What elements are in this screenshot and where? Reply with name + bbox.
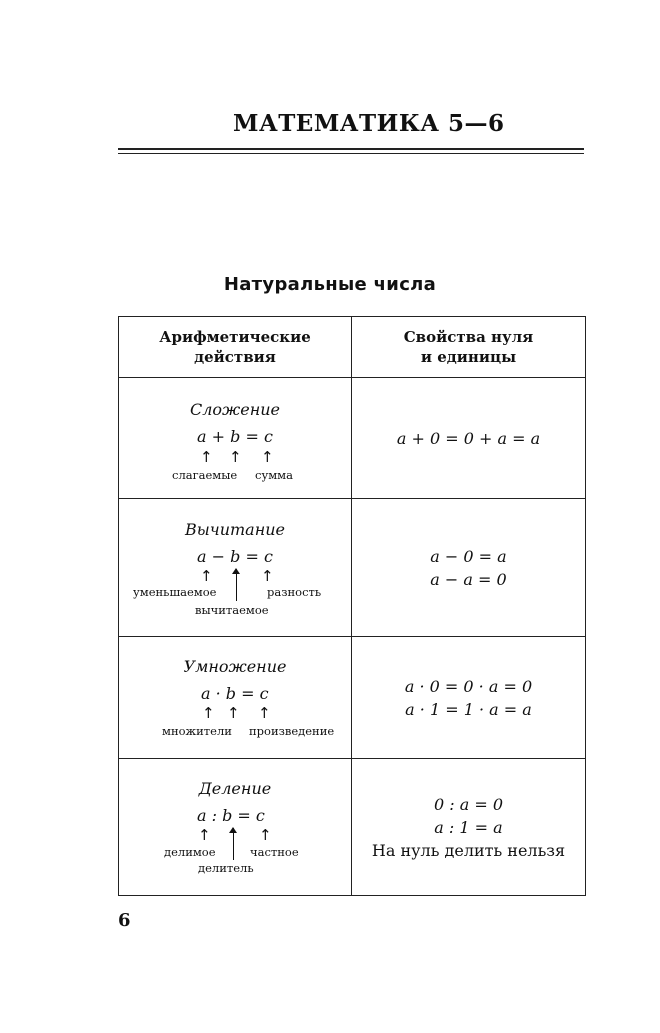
arrow-up-icon: ↑ (227, 704, 240, 722)
operation-formula: a − b = c (197, 547, 273, 566)
arrow-up-icon: ↑ (258, 704, 271, 722)
arrow-up-long-icon (236, 569, 237, 601)
table-row-division (119, 759, 586, 896)
table-header-row (119, 317, 586, 378)
arrow-up-icon: ↑ (259, 826, 272, 844)
col-header-properties (352, 317, 586, 378)
arrow-up-long-icon (233, 828, 234, 860)
properties-cell (352, 499, 586, 637)
operation-cell (119, 499, 352, 637)
operation-formula: a : b = c (197, 806, 265, 825)
operation-formula: a + b = c (197, 427, 273, 446)
table-row-subtraction (119, 499, 586, 637)
operation-cell (119, 378, 352, 499)
arrow-up-icon: ↑ (200, 567, 213, 585)
label-difference: разность (267, 585, 322, 599)
label-subtrahend: вычитаемое (195, 603, 269, 617)
arrow-up-icon: ↑ (202, 704, 215, 722)
label-sum: сумма (255, 468, 293, 482)
label-addends: слагаемые (172, 468, 238, 482)
col-header-operations (119, 317, 352, 378)
property-line: a − 0 = a (430, 546, 507, 566)
table-row-multiplication (119, 637, 586, 759)
arrow-up-icon: ↑ (229, 448, 242, 466)
arrow-up-icon: ↑ (261, 567, 274, 585)
natural-numbers-table (118, 316, 586, 896)
label-minuend: уменьшаемое (133, 585, 217, 599)
property-line: 0 : a = 0 (433, 794, 504, 814)
label-dividend: делимое (164, 845, 216, 859)
header-rule-thin (118, 153, 584, 154)
header-line: Арифметические (159, 328, 311, 346)
operation-name: Деление (198, 779, 272, 798)
property-line: На нуль делить нельзя (371, 840, 566, 860)
header-line: действия (194, 348, 276, 366)
arrow-up-icon: ↑ (261, 448, 274, 466)
book-header-title: МАТЕМАТИКА 5—6 (233, 110, 505, 137)
operation-cell (119, 759, 352, 896)
header-line: и единицы (420, 348, 517, 366)
properties-cell (352, 759, 586, 896)
operation-cell (119, 637, 352, 759)
section-title: Натуральные числа (223, 274, 437, 295)
property-line: a − a = 0 (430, 569, 507, 589)
table-row-addition (119, 378, 586, 499)
arrow-up-icon: ↑ (198, 826, 211, 844)
property-line: a · 0 = 0 · a = 0 (404, 676, 533, 696)
operation-name: Умножение (183, 657, 287, 676)
header-line: Свойства нуля (403, 328, 534, 346)
property-line: a : 1 = a (434, 817, 503, 837)
properties-cell (352, 637, 586, 759)
label-factors: множители (162, 724, 232, 738)
label-divisor: делитель (198, 861, 254, 875)
page-number: 6 (118, 910, 131, 931)
operation-name: Сложение (189, 400, 281, 419)
label-quotient: частное (250, 845, 299, 859)
operation-formula: a · b = c (201, 684, 269, 703)
operation-name: Вычитание (184, 520, 286, 539)
property-line: a + 0 = 0 + a = a (396, 428, 541, 448)
arrow-up-icon: ↑ (200, 448, 213, 466)
header-rule-thick (118, 148, 584, 150)
property-line: a · 1 = 1 · a = a (405, 699, 532, 719)
properties-cell (352, 378, 586, 499)
label-product: произведение (249, 724, 335, 738)
